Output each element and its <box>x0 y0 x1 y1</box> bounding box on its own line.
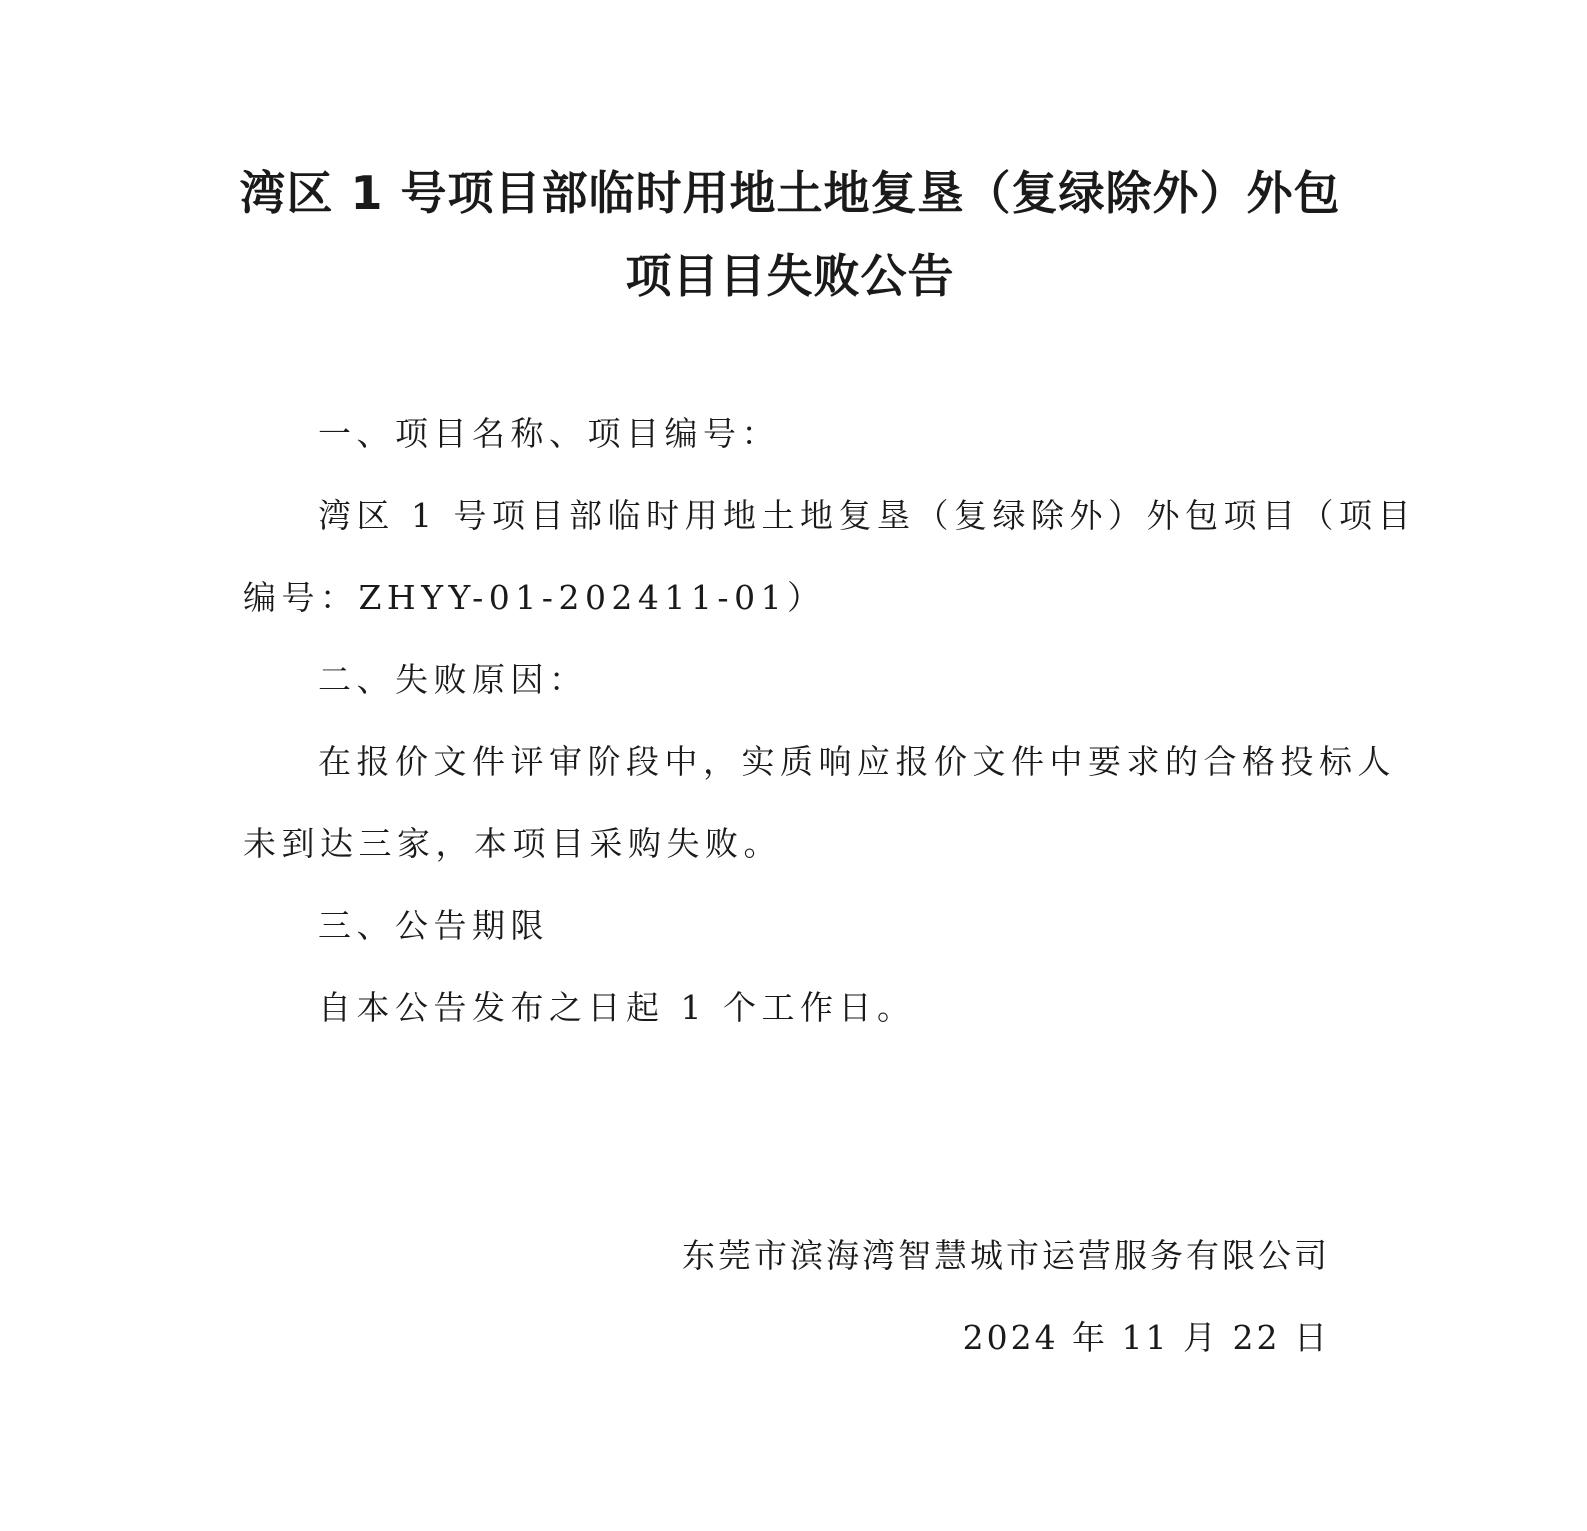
issue-date: 2024 年 11 月 22 日 <box>962 1318 1330 1357</box>
section-3-body: 自本公告发布之日起 1 个工作日。 <box>318 988 916 1027</box>
section-3-heading: 三、公告期限 <box>318 906 549 945</box>
section-1-heading: 一、项目名称、项目编号： <box>318 414 780 453</box>
title-line-1: 湾区 1 号项目部临时用地土地复垦（复绿除外）外包 <box>239 166 1341 220</box>
section-1-body-line-1: 湾区 1 号项目部临时用地土地复垦（复绿除外）外包项目（项目 <box>318 496 1416 535</box>
section-1-body-line-2: 编号：ZHYY-01-202411-01） <box>243 578 826 617</box>
issuer-name: 东莞市滨海湾智慧城市运营服务有限公司 <box>682 1236 1330 1275</box>
section-2-body-line-1: 在报价文件评审阶段中，实质响应报价文件中要求的合格投标人 <box>318 742 1396 781</box>
title-line-2: 项目目失败公告 <box>625 249 955 303</box>
section-2-body-line-2: 未到达三家，本项目采购失败。 <box>243 824 782 863</box>
section-2-heading: 二、失败原因： <box>318 660 588 699</box>
